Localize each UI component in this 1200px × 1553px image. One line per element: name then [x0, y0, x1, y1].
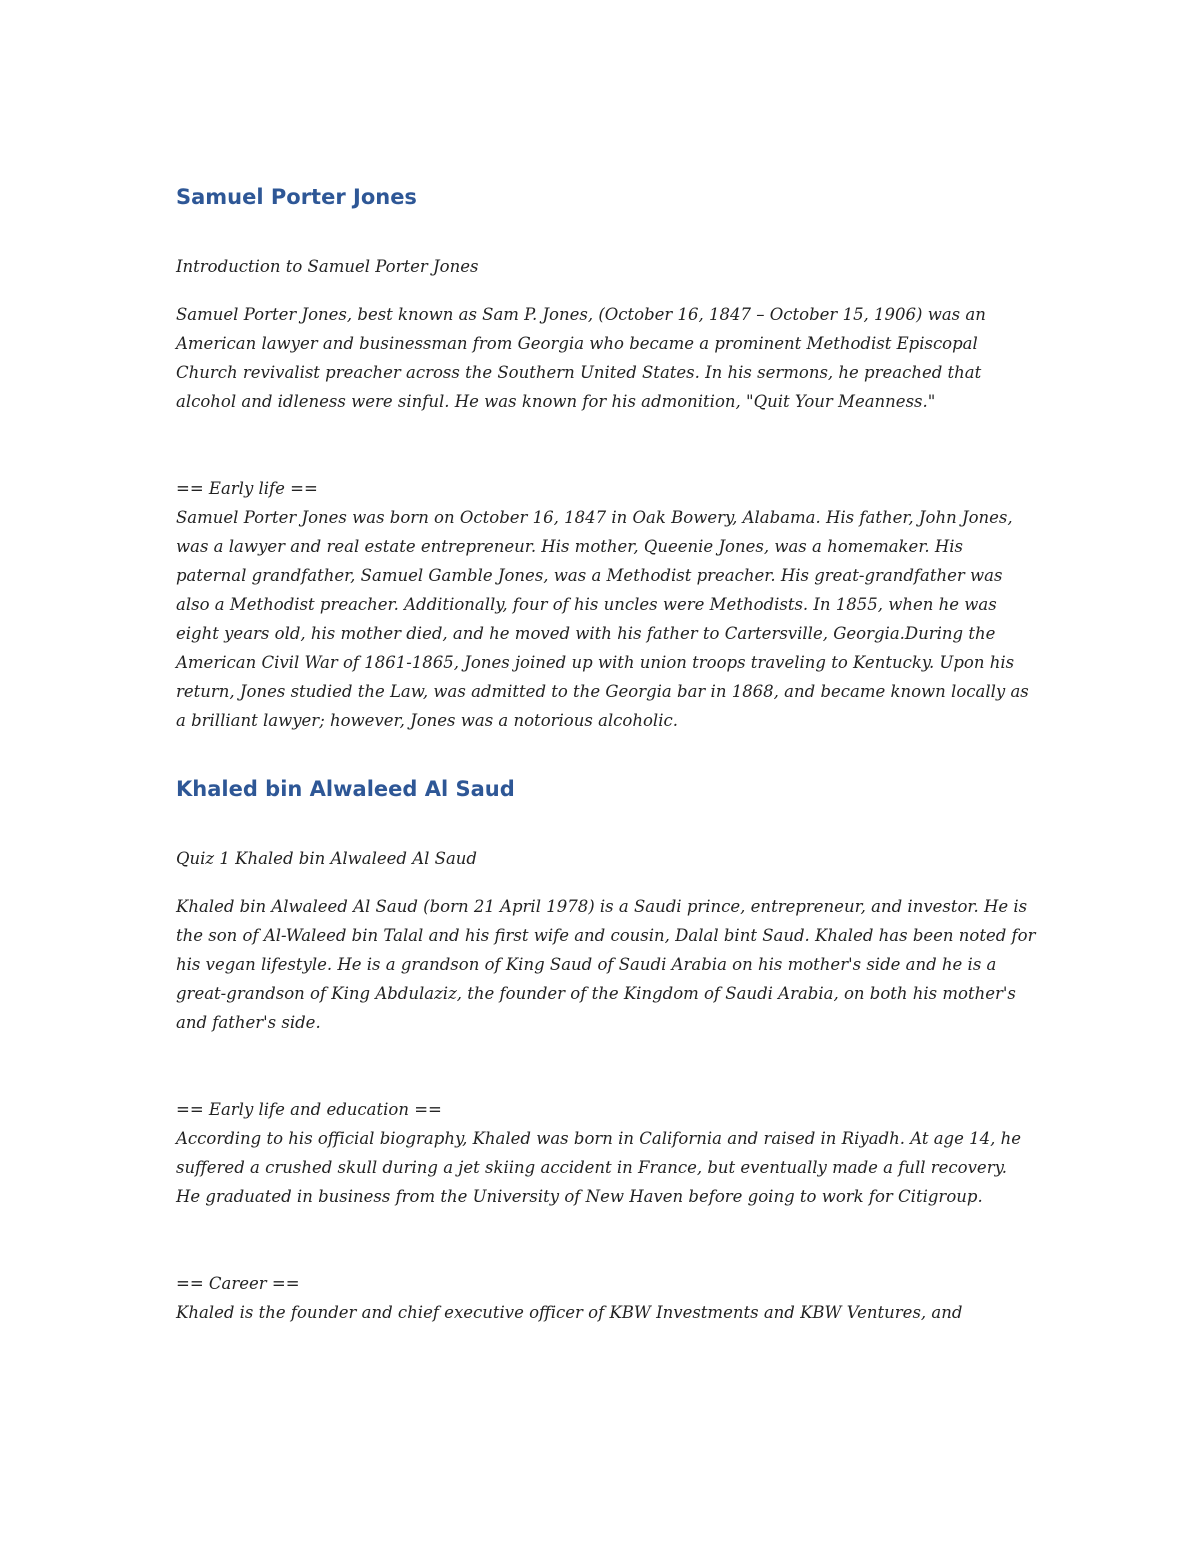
section-heading-career: == Career == [176, 1274, 300, 1293]
document-body [176, 175, 1036, 1327]
section-heading-early-life-and-education: == Early life and education == [176, 1100, 442, 1119]
section-text-career: Khaled is the founder and chief executive officer of KBW Investments and KBW Ventures, and [176, 1303, 963, 1322]
article-title-khaled-bin-alwaleed: Khaled bin Alwaleed Al Saud [176, 777, 515, 801]
article-intro-paragraph: Samuel Porter Jones, best known as Sam P. Jones, (October 16, 1847 – October 15, 1906) was an American lawyer and businessman from Georgia who became a prominent Methodist Episcopal Church revivalist preacher across the Southern United States. In his sermons, he preached that alcohol and idleness were sinful. He was known for his admonition, "Quit Your Meanness." [176, 305, 986, 411]
section-heading-early-life: == Early life == [176, 479, 318, 498]
article-title-samuel-porter-jones: Samuel Porter Jones [176, 185, 417, 209]
article-subtitle: Quiz 1 Khaled bin Alwaleed Al Saud [176, 849, 477, 868]
article-subtitle: Introduction to Samuel Porter Jones [176, 257, 479, 276]
section-text-early-life: Samuel Porter Jones was born on October 16, 1847 in Oak Bowery, Alabama. His father, John Jones, was a lawyer and real estate entrepreneur. His mother, Queenie Jones, was a homemaker. His paternal grandfather, Samuel Gamble Jones, was a Methodist preacher. His great-grandfather was also a Methodist preacher. Additionally, four of his uncles were Methodists. In 1855, when he was eight years old, his mother died, and he moved with his father to Cartersville, Georgia.During the American Civil War of 1861-1865, Jones joined up with union troops traveling to Kentucky. Upon his return, Jones studied the Law, was admitted to the Georgia bar in 1868, and became known locally as a brilliant lawyer; however, Jones was a notorious alcoholic. [176, 508, 1029, 730]
section-text-early-life-and-education: According to his official biography, Khaled was born in California and raised in Riyadh. At age 14, he suffered a crushed skull during a jet skiing accident in France, but eventually made a full recovery. He graduated in business from the University of New Haven before going to work for Citigroup. [176, 1129, 1021, 1206]
article-intro-paragraph: Khaled bin Alwaleed Al Saud (born 21 April 1978) is a Saudi prince, entrepreneur, and investor. He is the son of Al-Waleed bin Talal and his first wife and cousin, Dalal bint Saud. Khaled has been noted for his vegan lifestyle. He is a grandson of King Saud of Saudi Arabia on his mother's side and he is a great-grandson of King Abdulaziz, the founder of the Kingdom of Saudi Arabia, on both his mother's and father's side. [176, 897, 1036, 1032]
